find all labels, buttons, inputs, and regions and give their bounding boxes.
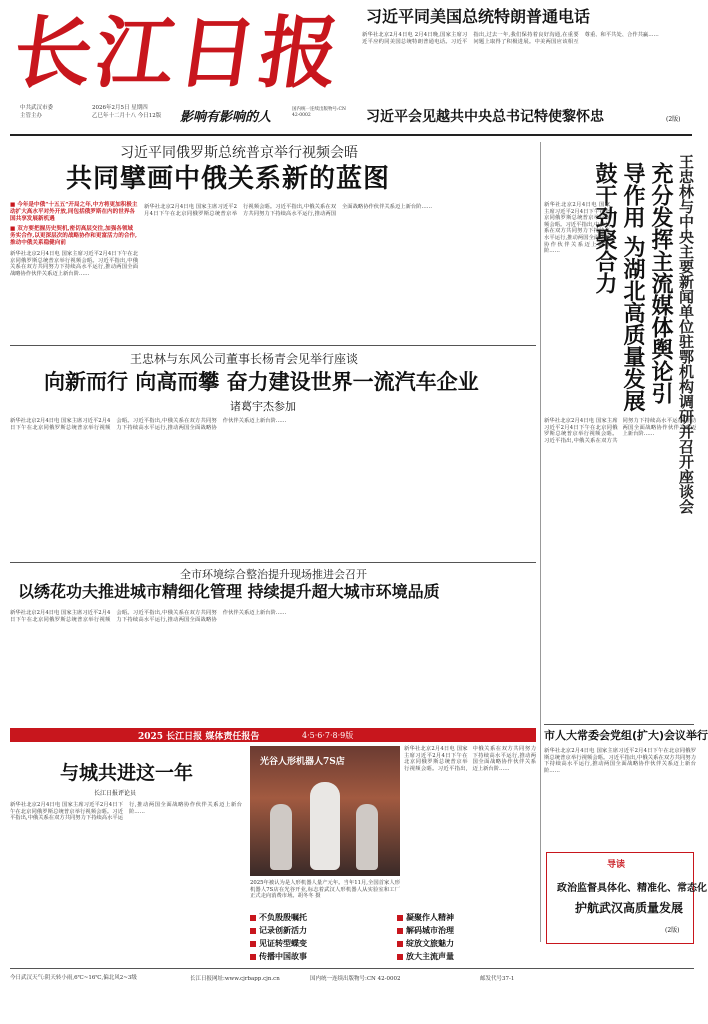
summary-1: ■ 今年是中俄“十五五”开局之年,中方将更加积极主动扩大高水平对外开放,同包括俄罗斯在内的世界各国共享发展新机遇 (10, 202, 138, 222)
footer-post: 邮发代号37-1 (480, 976, 515, 982)
city-body: 新华社北京2月4日电 国家主席习近平2月4日下午在北京同俄罗斯总统普京举行视频会晤。习近平指出,中俄关系在双方共同努力下持续高水平运行,推动两国全面战略协作伙伴关系迈上新台阶…… (10, 610, 287, 623)
putin-kicker: 习近平同俄罗斯总统普京举行视频会晤 (120, 145, 358, 161)
robot-figure (310, 782, 340, 870)
wang-media-lead: 新华社北京2月4日电 国家主席习近平2月4日下午在北京同俄罗斯总统普京举行视频会晤。习近平指出,中俄关系在双方共同努力下持续高水平运行,推动两国全面战略协作伙伴关系迈上新台阶…… (544, 202, 610, 255)
divider (544, 724, 694, 725)
divider (10, 134, 692, 136)
store-sign: 光谷人形机器人7S店 (260, 757, 345, 767)
divider (10, 345, 536, 346)
feature-item: 放大主流声量 (397, 951, 536, 962)
page-ref: (2版) (666, 116, 681, 123)
essay (10, 748, 242, 962)
vertical-head: 王忠林与中央主要新闻单位驻鄂机构调研并召开座谈会 (677, 154, 695, 514)
guide-label: 导读 (607, 860, 626, 870)
feature-item: 见证转型蝶变 (250, 938, 389, 949)
masthead-slogan: 影响有影响的人 (180, 110, 272, 125)
headline-trump-call: 习近平同美国总统特朗普通电话 (366, 7, 591, 26)
divider (10, 562, 536, 563)
wang-story (10, 350, 536, 560)
essay-title: 与城共进这一年 (60, 762, 194, 784)
feature-item: 绽放文旅魅力 (397, 938, 536, 949)
photo-caption: 2025年被认为是人形机器人量产元年。当年11月,全国首家人形机器人7S店在光谷开业,标志着武汉人形机器人从实验室和工厂正式走向消费市场。胡冬冬 摄 (250, 880, 400, 900)
wang-body: 新华社北京2月4日电 国家主席习近平2月4日下午在北京同俄罗斯总统普京举行视频会晤。习近平指出,中俄关系在双方共同努力下持续高水平运行,推动两国全面战略协作伙伴关系迈上新台阶…… (10, 418, 287, 431)
summary-2: ■ 双方要把握历史契机,密切高层交往,加强各领域务实合作,以更深层次的战略协作和更富活力的合作,推动中俄关系稳健向前 (10, 226, 137, 246)
city-story (10, 566, 536, 724)
feature-body: 新华社北京2月4日电 国家主席习近平2月4日下午在北京同俄罗斯总统普京举行视频会晤。习近平指出,中俄关系在双方共同努力下持续高水平运行,推动两国全面战略协作伙伴关系迈上新台阶…… (404, 746, 536, 772)
feature-photo (250, 746, 400, 876)
wang-media-body: 新华社北京2月4日电 国家主席习近平2月4日下午在北京同俄罗斯总统普京举行视频会晤。习近平指出,中俄关系在双方共同努力下持续高水平运行,推动两国全面战略协作伙伴关系迈上新台阶…… (544, 418, 696, 444)
feature-item: 凝聚作人精神 (397, 912, 536, 923)
wang-sub: 诸葛宇杰参加 (230, 400, 296, 413)
guide-text-1[interactable]: 政治监督具体化、精准化、常态化 (557, 883, 707, 894)
robot-figure (270, 804, 292, 870)
masthead (7, 6, 354, 128)
masthead-title: 长江日报 (7, 8, 349, 99)
main-vertical-head: 充分发挥主流媒体舆论引导作用 为湖北高质量发展鼓干劲聚合力 (592, 162, 673, 412)
guide-box (546, 852, 707, 944)
putin-story (10, 142, 536, 342)
putin-summary (10, 202, 138, 338)
footer-rule (10, 968, 694, 969)
masthead-date: 2026年2月5日 星期四 乙巳年十二月十八 今日12版 (92, 105, 162, 119)
essay-byline: 长江日报评论员 (94, 790, 137, 797)
wang-media-story (544, 142, 696, 722)
column-rule (540, 142, 541, 942)
footer-site[interactable]: 长江日报网址:www.cjrbapp.cjn.cn (190, 976, 280, 982)
masthead-cn: 国内统一连续出版物号:CN 42-0002 (292, 107, 346, 118)
feature-items (250, 912, 536, 962)
top-story-block (362, 6, 694, 132)
feature-item: 传播中国故事 (250, 951, 389, 962)
footer (10, 972, 694, 1016)
headline-vietnam: 习近平会见越共中央总书记特使黎怀忠 (366, 109, 604, 125)
feature-banner (10, 728, 536, 742)
feature-item: 不负殷殷嘱托 (250, 912, 389, 923)
guide-ref: (2版) (665, 927, 680, 934)
footer-weather: 今日武汉天气:阴天转小雨,6℃~16℃,偏北风2~3级 (10, 975, 137, 981)
body-trump-call: 新华社北京2月4日电 2月4日晚,国家主席习近平应约同美国总统特朗普通电话。习近平指出,过去一年,我们保持着良好沟通,在重要问题上取得了积极进展。中美两国应该相互尊重、和平共处、合作共赢…… (362, 32, 659, 45)
footer-cn: 国内统一连续出版物号:CN 42-0002 (310, 976, 401, 982)
wang-headline: 向新而行 向高而攀 奋力建设世界一流汽车企业 (44, 370, 479, 394)
city-kicker: 全市环境综合整治提升现场推进会召开 (180, 568, 367, 581)
putin-body: 新华社北京2月4日电 国家主席习近平2月4日下午在北京同俄罗斯总统普京举行视频会晤。习近平指出,中俄关系在双方共同努力下持续高水平运行,推动两国全面战略协作伙伴关系迈上新台阶…… (144, 204, 433, 217)
meeting-headline: 市人大常委会党组(扩大)会议举行 (544, 729, 708, 742)
banner-pages: 4·5·6·7·8·9版 (302, 731, 354, 740)
essay-body: 新华社北京2月4日电 国家主席习近平2月4日下午在北京同俄罗斯总统普京举行视频会晤。习近平指出,中俄关系在双方共同努力下持续高水平运行,推动两国全面战略协作伙伴关系迈上新台阶…… (10, 802, 242, 822)
putin-lead: 新华社北京2月4日电 国家主席习近平2月4日下午在北京同俄罗斯总统普京举行视频会晤。习近平指出,中俄关系在双方共同努力下持续高水平运行,推动两国全面战略协作伙伴关系迈上新台阶…… (10, 251, 138, 277)
banner-title: 2025 长江日报 媒体责任报告 (138, 732, 260, 742)
feature-item: 解码城市治理 (397, 925, 536, 936)
meeting-body: 新华社北京2月4日电 国家主席习近平2月4日下午在北京同俄罗斯总统普京举行视频会晤。习近平指出,中俄关系在双方共同努力下持续高水平运行,推动两国全面战略协作伙伴关系迈上新台阶…… (544, 748, 696, 774)
putin-headline: 共同擘画中俄关系新的蓝图 (66, 164, 391, 194)
city-headline: 以绣花功夫推进城市精细化管理 持续提升超大城市环境品质 (18, 582, 440, 601)
feature-item: 记录创新活力 (250, 925, 389, 936)
robot-figure (356, 804, 378, 870)
masthead-org: 中共武汉市委 主管主办 (20, 105, 54, 119)
guide-text-2[interactable]: 护航武汉高质量发展 (575, 901, 684, 915)
wang-kicker: 王忠林与东风公司董事长杨青会见举行座谈 (130, 352, 359, 366)
meeting-story (544, 728, 708, 848)
